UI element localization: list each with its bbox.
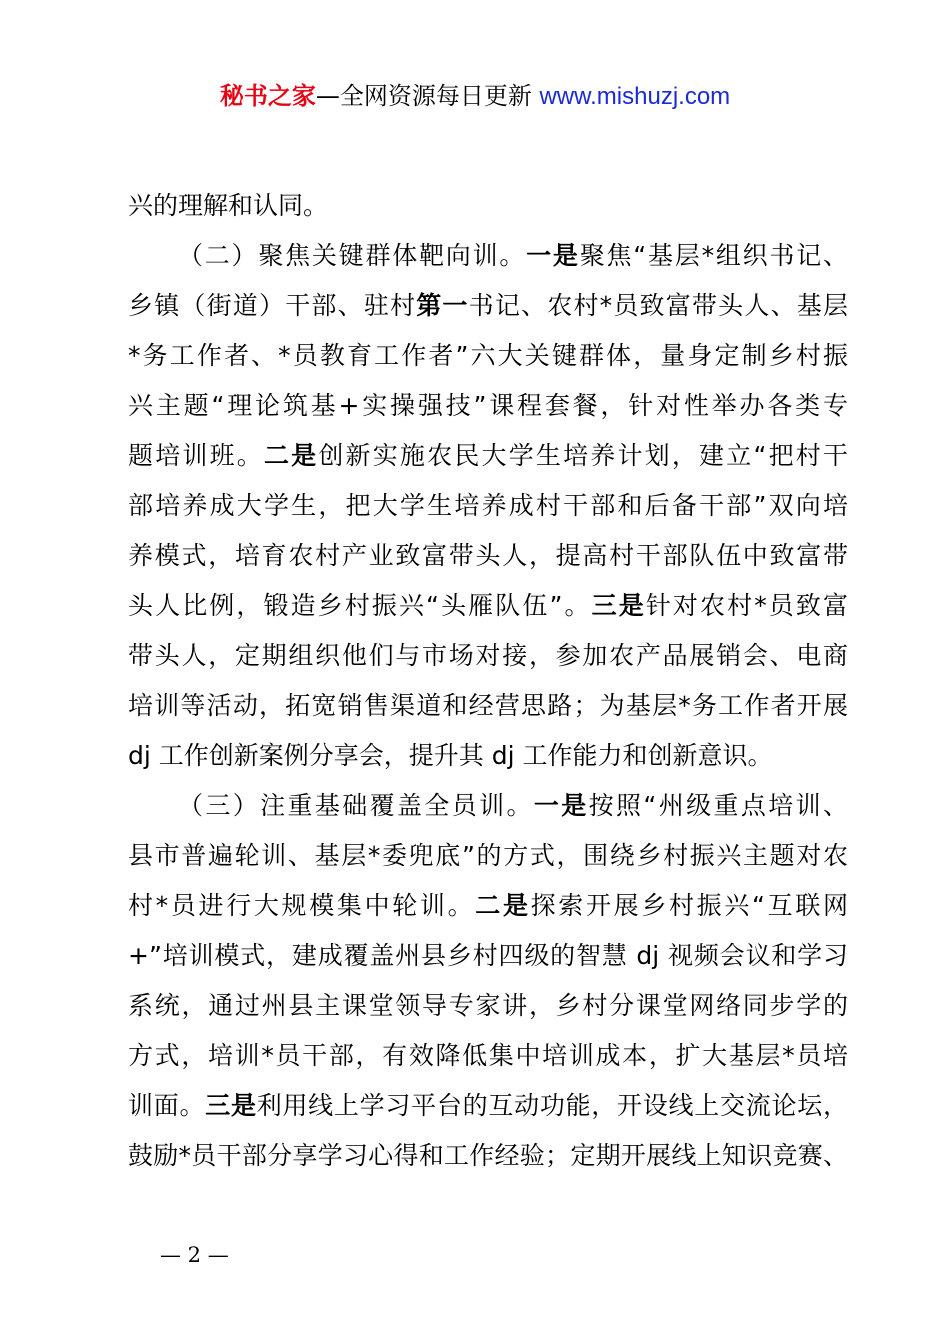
text-run: 培训等活动，拓宽销售渠道和经营思路；为基层*务工作者开展 <box>128 691 848 720</box>
text-run: 按照“州级重点培训、 <box>588 791 848 820</box>
text-run: （二）聚焦关键群体靶向训。 <box>178 241 527 270</box>
text-run: 训面。 <box>128 1091 206 1120</box>
emphasis-text: 一是 <box>533 791 589 820</box>
site-tagline: —全网资源每日更新 <box>315 82 540 110</box>
emphasis-text: 三是 <box>591 591 646 620</box>
text-line <box>128 181 848 231</box>
site-header <box>0 78 950 115</box>
text-run: 养模式，培育农村产业致富带头人，提高村干部队伍中致富带 <box>128 541 848 570</box>
site-url[interactable]: www.mishuzj.com <box>539 83 731 110</box>
text-run: 带头人，定期组织他们与市场对接，参加农产品展销会、电商 <box>128 641 848 670</box>
text-run: 部培养成大学生，把大学生培养成村干部和后备干部”双向培 <box>128 491 848 520</box>
emphasis-text: 第一 <box>416 291 469 320</box>
text-run: *务工作者、*员教育工作者”六大关键群体，量身定制乡村振 <box>128 341 848 370</box>
text-run: 题培训班。 <box>128 441 264 470</box>
text-run: 方式，培训*员干部，有效降低集中培训成本，扩大基层*员培 <box>128 1041 848 1070</box>
text-line <box>128 431 848 481</box>
text-run: 聚焦“基层*组织书记、 <box>579 241 848 270</box>
text-run: 系统，通过州县主课堂领导专家讲，乡村分课堂网络同步学的 <box>128 991 848 1020</box>
text-run: 针对农村*员致富 <box>645 591 848 620</box>
text-run: 书记、农村*员致富带头人、基层 <box>468 291 848 320</box>
text-run: 兴主题“理论筑基+实操强技”课程套餐，针对性举办各类专 <box>128 391 848 420</box>
text-line <box>128 531 848 581</box>
text-line <box>128 881 848 931</box>
text-line <box>128 381 848 431</box>
text-run: 鼓励*员干部分享学习心得和工作经验；定期开展线上知识竞赛、 <box>128 1141 848 1170</box>
text-line <box>128 831 848 881</box>
text-line <box>128 681 848 731</box>
text-line <box>128 1031 848 1081</box>
text-run: 乡镇（街道）干部、驻村 <box>128 291 417 320</box>
text-line <box>128 331 848 381</box>
text-run: +”培训模式，建成覆盖州县乡村四级的智慧 dj 视频会议和学习 <box>128 941 848 970</box>
text-line <box>128 981 848 1031</box>
emphasis-text: 二是 <box>475 891 531 920</box>
text-line <box>128 731 848 781</box>
text-line <box>128 931 848 981</box>
emphasis-text: 一是 <box>526 241 580 270</box>
text-line <box>128 481 848 531</box>
page-number: — 2 — <box>160 1243 229 1267</box>
text-line <box>128 231 848 281</box>
text-run: 探索开展乡村振兴“互联网 <box>530 891 848 920</box>
text-run: （三）注重基础覆盖全员训。 <box>178 791 534 820</box>
text-run: 头人比例，锻造乡村振兴“头雁队伍”。 <box>128 591 592 620</box>
text-line <box>128 1081 848 1131</box>
text-line <box>128 781 848 831</box>
text-run: 利用线上学习平台的互动功能，开设线上交流论坛， <box>256 1091 848 1120</box>
text-run: 创新实施农民大学生培养计划，建立“把村干 <box>318 441 848 470</box>
document-body <box>128 181 848 1181</box>
emphasis-text: 三是 <box>205 1091 257 1120</box>
site-brand: 秘书之家 <box>219 82 316 110</box>
emphasis-text: 二是 <box>263 441 319 470</box>
text-run: 县市普遍轮训、基层*委兜底”的方式，围绕乡村振兴主题对农 <box>128 841 848 870</box>
text-run: dj 工作创新案例分享会，提升其 dj 工作能力和创新意识。 <box>128 741 773 770</box>
text-run: 兴的理解和认同。 <box>128 191 329 220</box>
text-line <box>128 281 848 331</box>
text-line <box>128 631 848 681</box>
text-line <box>128 1131 848 1181</box>
text-run: 村*员进行大规模集中轮训。 <box>128 891 476 920</box>
text-line <box>128 581 848 631</box>
